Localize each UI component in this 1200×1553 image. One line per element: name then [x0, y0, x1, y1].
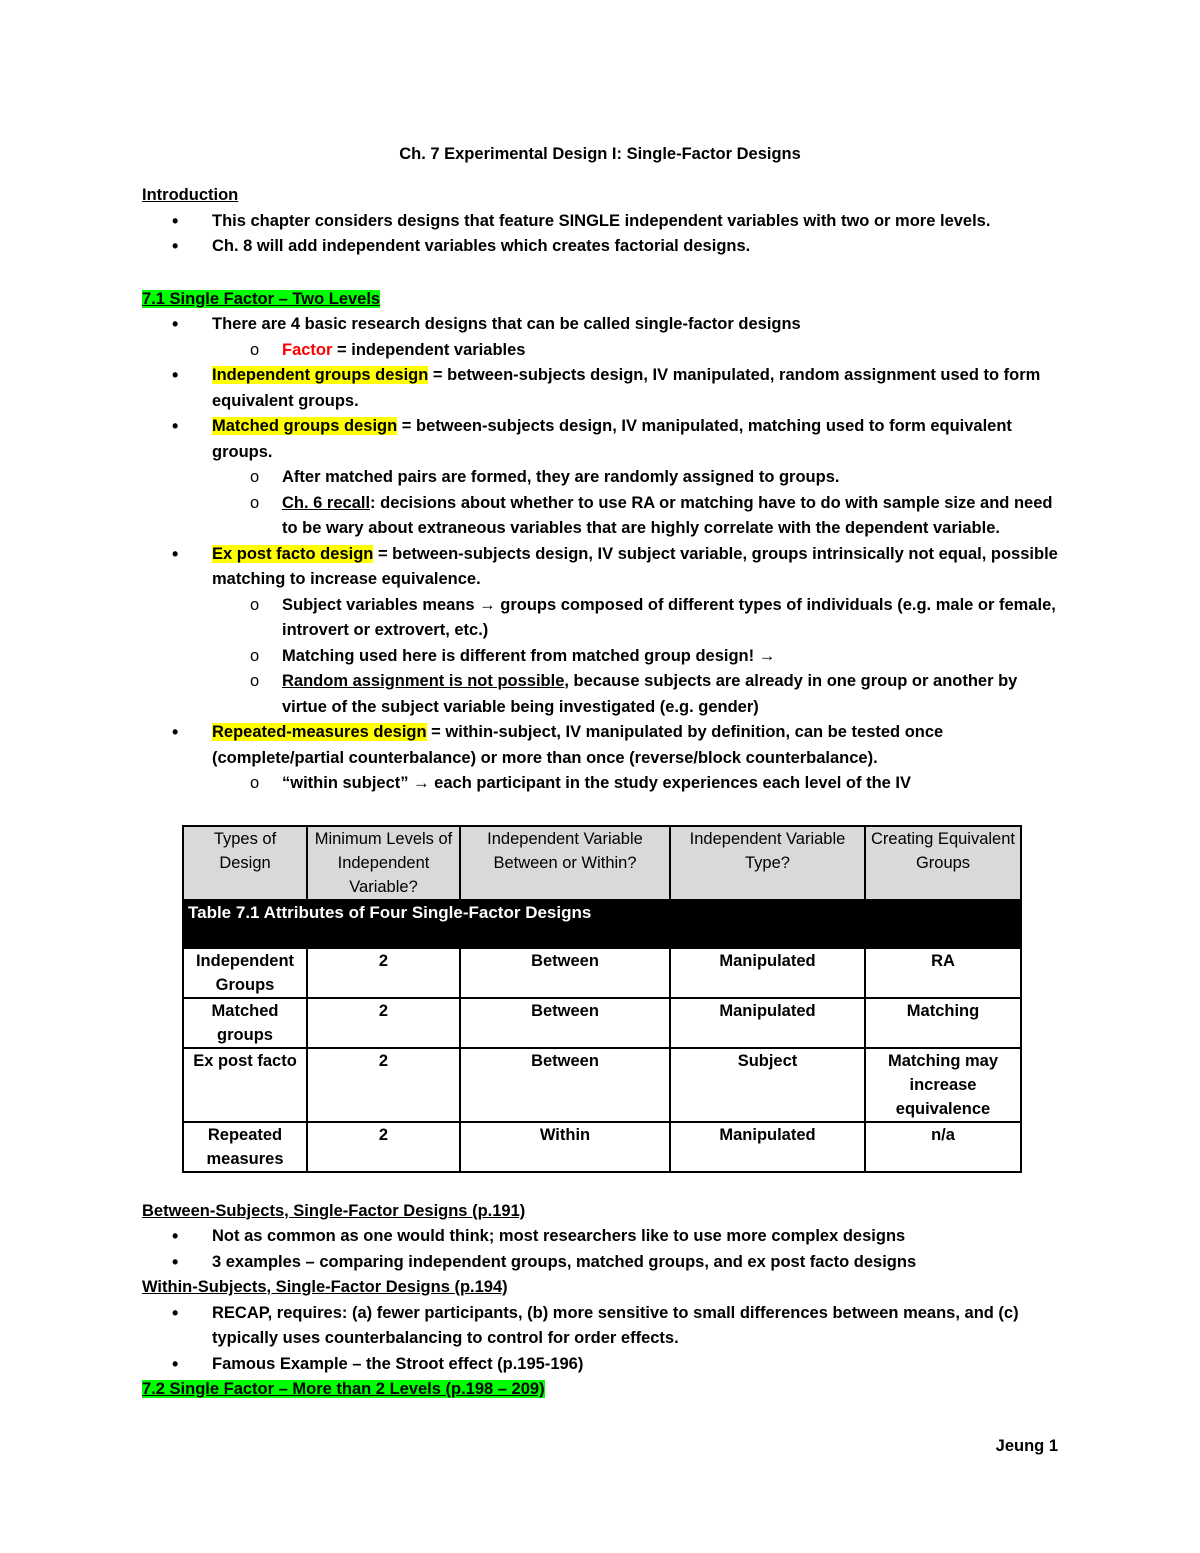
- table-cell: Subject: [670, 1048, 865, 1122]
- within-list: [142, 1301, 1062, 1378]
- term-repeated-measures: Repeated-measures design: [212, 723, 427, 741]
- table-cell: Independent Groups: [183, 948, 307, 998]
- list-item: • There are 4 basic research designs that can be called single-factor designs o Factor = independent variables: [142, 312, 1062, 363]
- table-cell: Manipulated: [670, 998, 865, 1048]
- section-7-2-heading: 7.2 Single Factor – More than 2 Levels (p.198 – 209): [142, 1380, 545, 1398]
- term-matched-groups: Matched groups design: [212, 417, 398, 435]
- table-header: Independent Variable Between or Within?: [460, 826, 670, 900]
- table-row: [183, 998, 1021, 1048]
- table-cell: Repeated measures: [183, 1122, 307, 1172]
- list-item: • Repeated-measures design = within-subject, IV manipulated by definition, can be tested once (complete/partial counterbalance) or more than once (reverse/block counterbalance). o “within subject” → each participant in the study experiences each level of the IV: [142, 720, 1062, 797]
- table-header: Minimum Levels of Independent Variable?: [307, 826, 460, 900]
- list-item: • Not as common as one would think; most researchers like to use more complex designs: [142, 1224, 1062, 1250]
- page-number: Jeung 1: [995, 1437, 1058, 1455]
- attributes-table: [182, 825, 1022, 1173]
- table-caption: Table 7.1 Attributes of Four Single-Factor Designs: [183, 900, 1021, 948]
- term-ex-post-facto: Ex post facto design: [212, 544, 374, 563]
- table-cell: 2: [307, 1122, 460, 1172]
- between-heading: Between-Subjects, Single-Factor Designs (p.191): [142, 1201, 526, 1220]
- list-item: • 3 examples – comparing independent groups, matched groups, and ex post facto designs: [142, 1250, 1062, 1276]
- table-cell: Between: [460, 998, 670, 1048]
- sub-list-item: o Factor = independent variables: [212, 338, 1062, 364]
- table-header: Creating Equivalent Groups: [865, 826, 1021, 900]
- sub-list-item: o After matched pairs are formed, they are randomly assigned to groups.: [212, 465, 1062, 491]
- table-cell: Manipulated: [670, 948, 865, 998]
- list-item: • Ex post facto design = between-subjects design, IV subject variable, groups intrinsically not equal, possible matching to increase equivalence. o Subject variables means → groups composed of different types of individuals (e.g. male or female, introvert or extrovert, etc.) o Matching used here is different from matched group design! → o Random assignment is not possible, because subjects are already in one group or another by virtue of the subject variable being investigated (e.g. gender): [142, 542, 1062, 721]
- sub-list-item: o Subject variables means → groups composed of different types of individuals (e.g. male or female, introvert or extrovert, etc.): [212, 593, 1062, 644]
- table-cell: Matching: [865, 998, 1021, 1048]
- table-cell: Matching may increase equivalence: [865, 1048, 1021, 1122]
- sub-list-item: o Random assignment is not possible, because subjects are already in one group or another by virtue of the subject variable being investigated (e.g. gender): [212, 669, 1062, 720]
- table-cell: Within: [460, 1122, 670, 1172]
- table-cell: Between: [460, 1048, 670, 1122]
- intro-list: [142, 209, 1062, 260]
- table-cell: Manipulated: [670, 1122, 865, 1172]
- between-list: [142, 1224, 1062, 1275]
- list-item: • This chapter considers designs that feature SINGLE independent variables with two or more levels.: [142, 209, 1062, 235]
- table-cell: RA: [865, 948, 1021, 998]
- list-item: • Ch. 8 will add independent variables which creates factorial designs.: [142, 234, 1062, 260]
- table-header: Types of Design: [183, 826, 307, 900]
- table-cell: n/a: [865, 1122, 1021, 1172]
- section-7-1-list: [142, 312, 1062, 797]
- sub-list-item: o “within subject” → each participant in the study experiences each level of the IV: [212, 771, 1062, 797]
- within-heading: Within-Subjects, Single-Factor Designs (p.194): [142, 1278, 508, 1296]
- table-cell: 2: [307, 1048, 460, 1122]
- table-cell: Matched groups: [183, 998, 307, 1048]
- document-body: [142, 183, 1062, 1403]
- list-item: • Independent groups design = between-subjects design, IV manipulated, random assignment used to form equivalent groups.: [142, 363, 1062, 414]
- table-cell: Between: [460, 948, 670, 998]
- table-row: [183, 1122, 1021, 1172]
- list-item: • Famous Example – the Stroot effect (p.195-196): [142, 1352, 1062, 1378]
- intro-heading: Introduction: [142, 186, 239, 204]
- table-cell: 2: [307, 998, 460, 1048]
- term-independent-groups: Independent groups design: [212, 366, 429, 384]
- table-row: [183, 948, 1021, 998]
- page-title: Ch. 7 Experimental Design I: Single-Factor Designs: [399, 145, 801, 163]
- table-cell: 2: [307, 948, 460, 998]
- table-cell: Ex post facto: [183, 1048, 307, 1122]
- sub-list-item: o Matching used here is different from matched group design! →: [212, 644, 1062, 670]
- list-item: • RECAP, requires: (a) fewer participants, (b) more sensitive to small differences between means, and (c) typically uses counterbalancing to control for order effects.: [142, 1301, 1062, 1352]
- table-header: Independent Variable Type?: [670, 826, 865, 900]
- table-row: [183, 1048, 1021, 1122]
- section-7-1-heading: 7.1 Single Factor – Two Levels: [142, 289, 381, 308]
- list-item: • Matched groups design = between-subjects design, IV manipulated, matching used to form equivalent groups. o After matched pairs are formed, they are randomly assigned to groups. o Ch. 6 recall: decisions about whether to use RA or matching have to do with sample size and need to be wary about extraneous variables that are highly correlate with the dependent variable.: [142, 414, 1062, 542]
- sub-list-item: o Ch. 6 recall: decisions about whether to use RA or matching have to do with sample size and need to be wary about extraneous variables that are highly correlate with the dependent variable.: [212, 491, 1062, 542]
- term-factor: Factor: [282, 340, 333, 359]
